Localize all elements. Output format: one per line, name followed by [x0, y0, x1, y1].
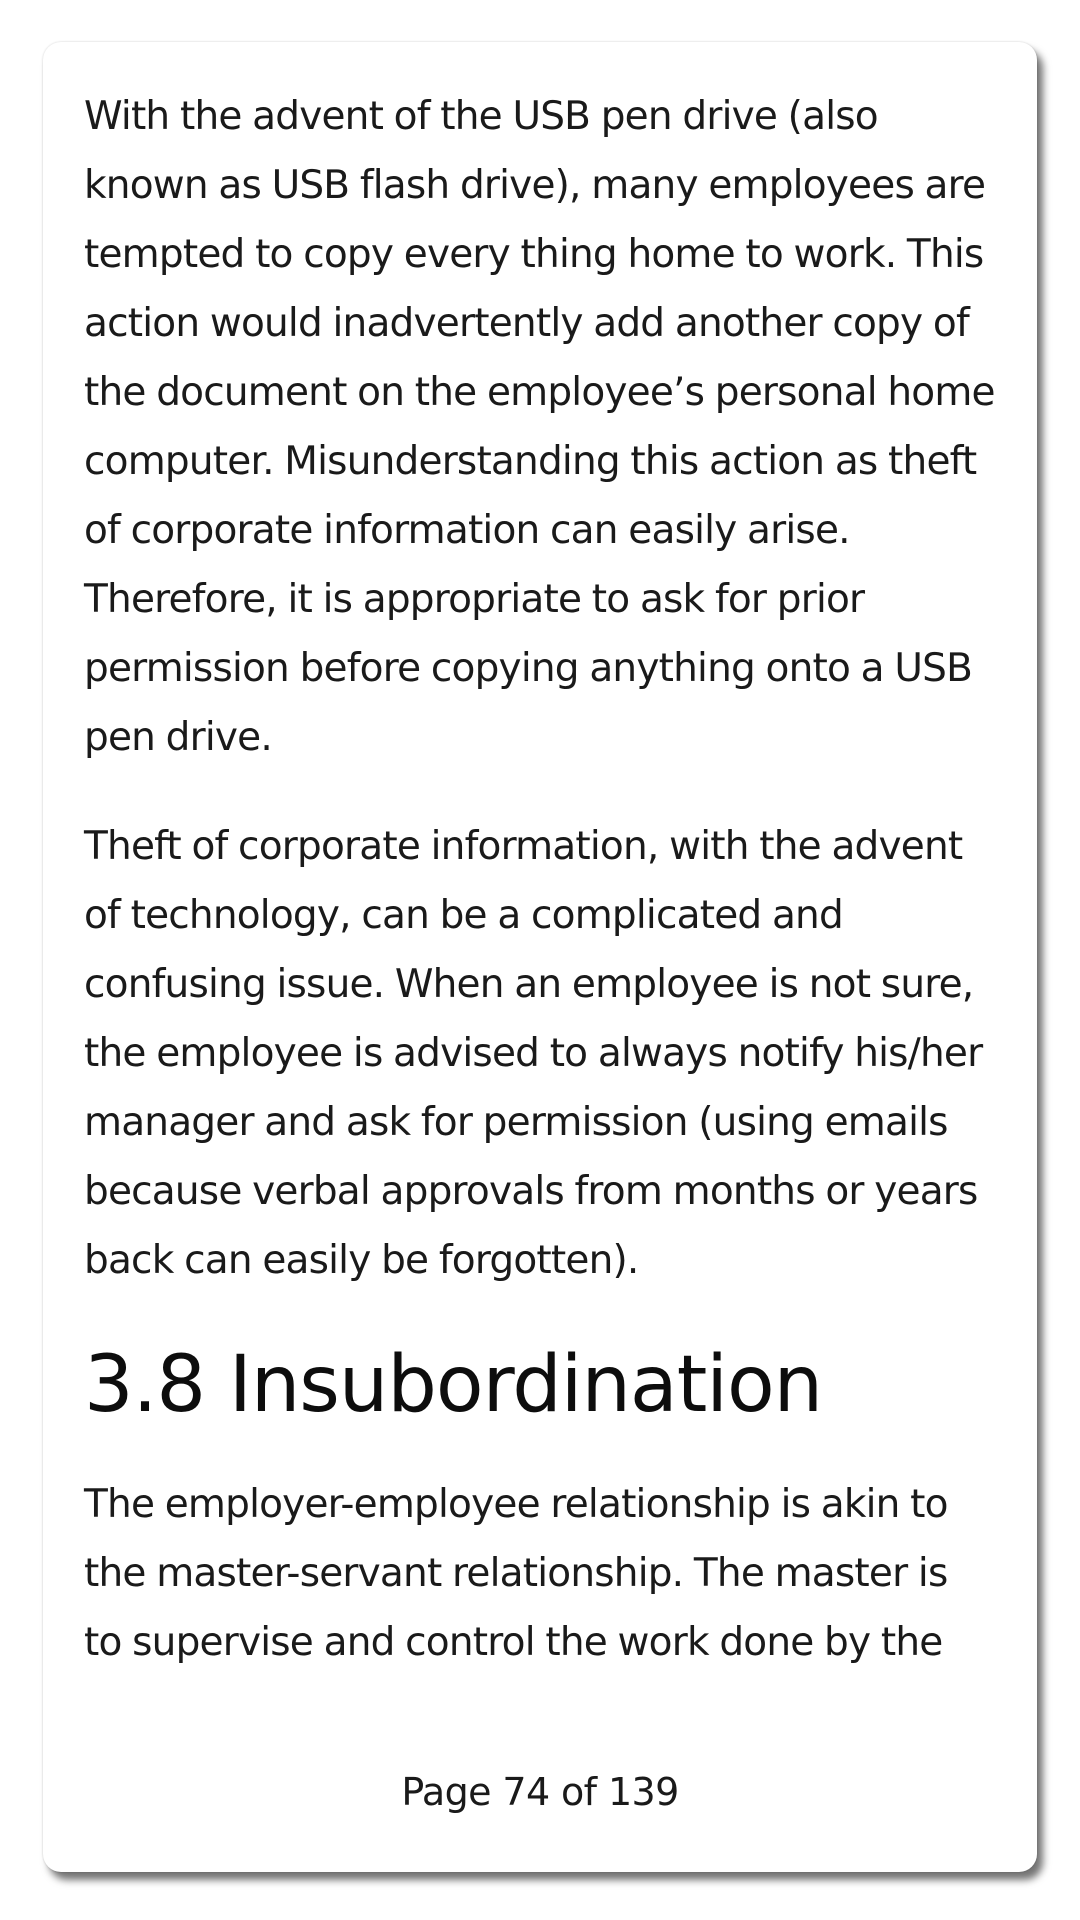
body-paragraph: With the advent of the USB pen drive (also known as USB flash drive), many employees are tempted to copy every thing home to work. This action would inadvertently add another copy of the document on the employee’s personal home computer. Misunderstanding this action as theft of corporate information can easily arise. Therefore, it is appropriate to ask for prior permission before copying anything onto a USB pen drive. — [84, 94, 995, 760]
page-indicator: Page 74 of 139 — [401, 1770, 679, 1814]
section-heading: 3.8 Insubordination — [84, 1340, 823, 1430]
body-paragraph: The employer-employee relationship is akin to the master-servant relationship. The master is to supervise and control the work done by the — [84, 1482, 948, 1665]
body-paragraph: Theft of corporate information, with the advent of technology, can be a complicated and confusing issue. When an employee is not sure, the employee is advised to always notify his/her manager and ask for permission (using emails because verbal approvals from months or years back can easily be forgotten). — [84, 824, 983, 1283]
page-card — [43, 42, 1037, 1872]
page-content — [84, 82, 1014, 1677]
